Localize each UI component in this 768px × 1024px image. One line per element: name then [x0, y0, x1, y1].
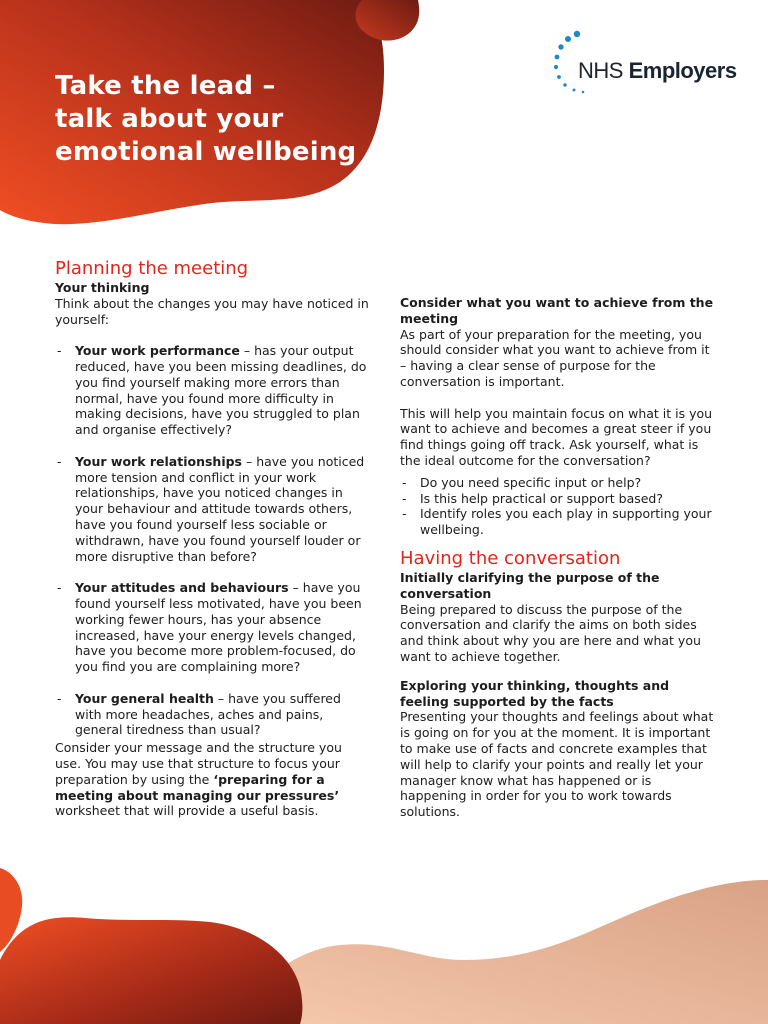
logo-text — [578, 58, 737, 84]
clarifying-paragraph: Being prepared to discuss the purpose of the conversation and clarify the aims on both sides and think about why you are here and what you want to achieve together. — [400, 601, 701, 664]
page-title — [55, 70, 356, 169]
worksheet-title: ‘preparing for a meeting about managing our pressures’ — [55, 771, 340, 803]
item-text: – have you found yourself less motivated, have you been working fewer hours, has your absence increased, have your energy levels changed, have you become more problem-focused, do you find you are complaining more? — [75, 580, 362, 675]
item-text: – have you noticed more tension and conflict in your work relationships, have you noticed changes in your behaviour and attitude towards others, have you found yourself less sociable or withdrawn, have you found yourself louder or more disruptive than before? — [75, 453, 365, 564]
exploring-paragraph: Presenting your thoughts and feelings about what is going on for you at the moment. It is important to make use of facts and concrete examples that will help to clarify your points and really let your manager know what has happened or is happening in order for you to work towards solutions. — [400, 709, 714, 820]
clarifying-subheading: Initially clarifying the purpose of the conversation — [400, 569, 660, 601]
list-item: - Is this help practical or support based? — [400, 491, 718, 507]
list-item — [55, 454, 370, 565]
logo-nhs: NHS — [578, 58, 623, 83]
title-line: Take the lead – — [55, 71, 276, 101]
logo-employers: Employers — [628, 58, 737, 83]
list-item: - Identify roles you each play in supporting your wellbeing. — [400, 506, 718, 538]
item-lead: Your attitudes and behaviours — [75, 580, 289, 596]
closing-a: Consider your message and the structure you use. You may use that structure to focus your preparation by using the — [55, 740, 342, 787]
exploring-subheading: Exploring your thinking, thoughts and feeling supported by the facts — [400, 677, 670, 709]
focus-paragraph: This will help you maintain focus on what it is you want to achieve and becomes a great steer if you find things going off track. Ask yourself, what is the ideal outcome for the conversation? — [400, 405, 713, 468]
title-line: talk about your — [55, 104, 284, 134]
conversation-heading: Having the conversation — [400, 547, 621, 569]
title-line: emotional wellbeing — [55, 137, 357, 167]
achieve-subheading: Consider what you want to achieve from the meeting — [400, 295, 714, 326]
left-column — [55, 258, 370, 819]
intro-text: Think about the changes you may have noticed in yourself: — [55, 295, 369, 327]
item-text: – has your output reduced, have you been missing deadlines, do you find yourself making more errors than normal, have you found more difficulty in making decisions, have you struggled to plan and organise effectively? — [75, 343, 367, 438]
bottom-blob — [0, 917, 302, 1024]
right-column — [400, 295, 718, 820]
closing-text — [55, 740, 370, 819]
item-lead: Your work relationships — [75, 453, 242, 469]
item-lead: Your general health — [75, 690, 214, 706]
your-thinking-subheading: Your thinking — [55, 280, 150, 295]
item-text: – have you suffered with more headaches, aches and pains, general tiredness than usual? — [75, 690, 341, 738]
planning-heading: Planning the meeting — [55, 258, 249, 279]
list-item — [55, 343, 370, 438]
closing-b: worksheet that will provide a useful basis. — [55, 803, 319, 819]
list-item: - Do you need specific input or help? — [400, 475, 718, 491]
change-list — [55, 343, 370, 738]
nhs-employers-logo — [550, 28, 740, 98]
list-item — [55, 691, 370, 738]
item-lead: Your work performance — [75, 343, 240, 359]
outcome-list — [400, 475, 718, 538]
achieve-paragraph: As part of your preparation for the meeting, you should consider what you want to achieve from it – having a clear sense of purpose for the conversation is important. — [400, 326, 710, 389]
list-item — [55, 580, 370, 675]
